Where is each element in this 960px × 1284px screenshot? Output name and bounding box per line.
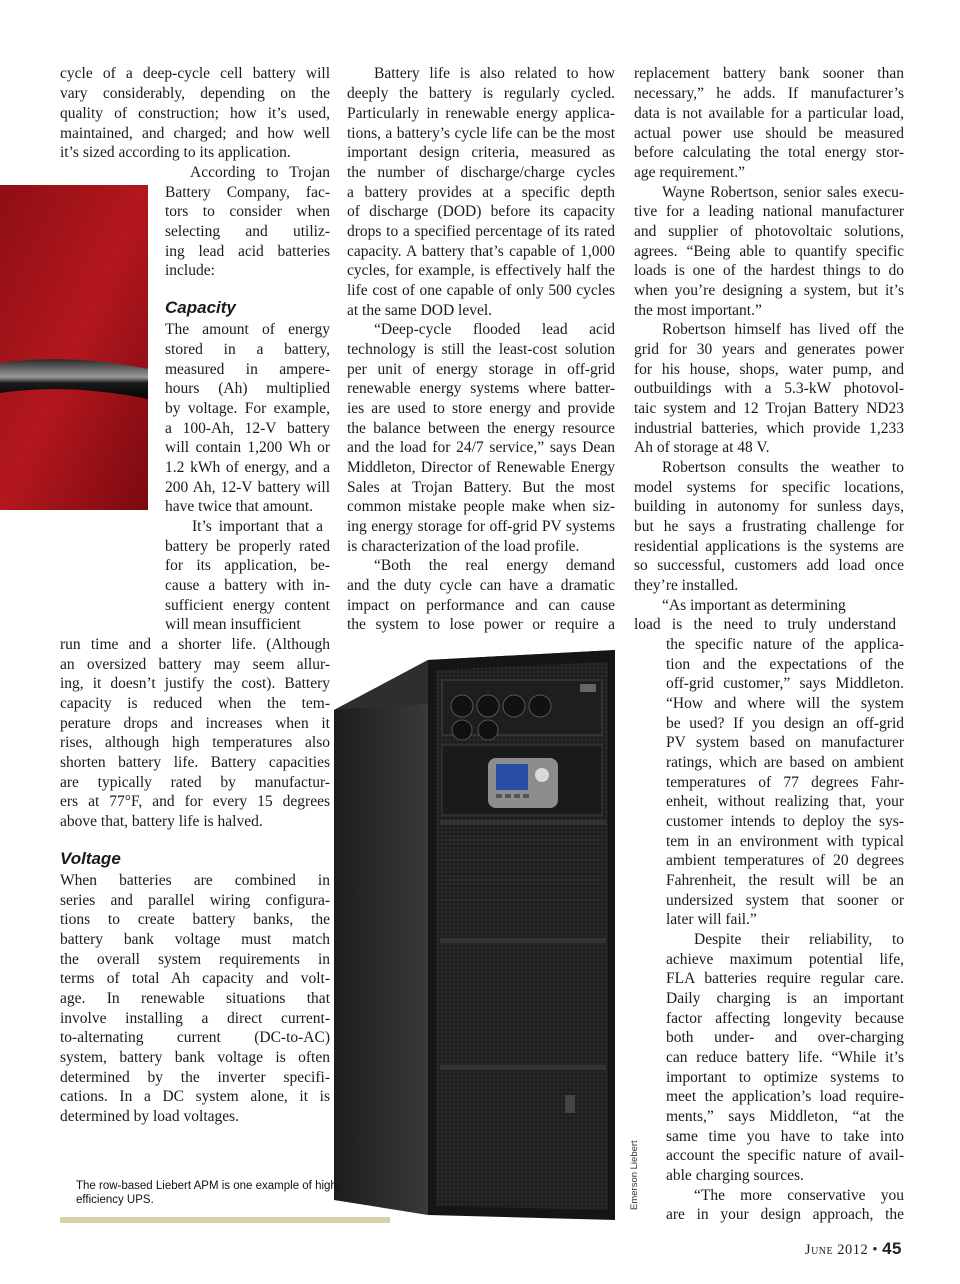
body-line: ies are used to store energy and provide xyxy=(347,400,615,417)
body-line: battery be properly rated xyxy=(165,538,330,555)
body-line: and supplier of photovoltaic solutions, xyxy=(634,223,904,240)
section-heading-capacity: Capacity xyxy=(165,298,236,317)
body-line: selecting and utiliz- xyxy=(165,223,330,240)
body-line: life cost of one capable of only 500 cycles xyxy=(347,282,615,299)
body-line: PV system based on manufacturer xyxy=(666,734,904,751)
body-line: hours (Ah) multiplied xyxy=(165,380,330,397)
body-line: the number of discharge/charge cycles xyxy=(347,164,615,181)
body-line: account the specific nature of avail- xyxy=(666,1147,904,1164)
body-line: data is not available for a particular load, xyxy=(634,105,904,122)
body-line: capacity. A battery that’s capable of 1,000 xyxy=(347,243,615,260)
body-line: the system to lose power or require a xyxy=(347,616,615,633)
body-line: the specific nature of the applica- xyxy=(666,636,904,653)
body-line: to-alternating current (DC-to-AC) xyxy=(60,1029,330,1046)
body-line: later will fail.” xyxy=(666,911,757,928)
body-line: cycle of a deep-cycle cell battery will xyxy=(60,65,330,82)
body-line: both under- and over-charging xyxy=(666,1029,904,1046)
body-line: It’s important that a xyxy=(192,518,323,535)
body-line: for his house, shops, water pump, and xyxy=(634,361,904,378)
body-line: above that, battery life is halved. xyxy=(60,813,263,830)
body-line: ing energy storage for off-grid PV systems xyxy=(347,518,615,535)
body-line: “Deep-cycle flooded lead acid xyxy=(374,321,615,338)
body-line: renewable energy systems where batter- xyxy=(347,380,615,397)
body-line: Ah of storage at 48 V. xyxy=(634,439,770,456)
body-line: cycles, for example, is effectively half the xyxy=(347,262,615,279)
body-line: system, battery bank voltage is often xyxy=(60,1049,330,1066)
body-line: but he says a frustrating challenge for xyxy=(634,518,904,535)
body-line: replacement battery bank sooner than xyxy=(634,65,904,82)
folio-separator: • xyxy=(872,1242,878,1258)
body-line: shorten battery life. Battery capacities xyxy=(60,754,330,771)
red-cable-photo xyxy=(0,185,148,510)
body-line: tion and the expectations of the xyxy=(666,656,904,673)
body-line: a 100-Ah, 12-V battery xyxy=(165,420,330,437)
page-folio xyxy=(805,1239,902,1259)
body-line: ratings, which are based on ambient xyxy=(666,754,904,771)
body-line: actual power use should be measured xyxy=(634,125,904,142)
body-line: undersized system that sooner or xyxy=(666,892,904,909)
photo-caption: The row-based Liebert APM is one example of high-efficiency UPS. xyxy=(76,1180,341,1206)
body-line: sufficient energy content xyxy=(165,597,330,614)
body-line: building in autonomy for sunless days, xyxy=(634,498,904,515)
body-line: determined by load voltages. xyxy=(60,1108,240,1125)
body-line: Sales at Trojan Battery. But the most xyxy=(347,479,615,496)
body-line: Robertson consults the weather to xyxy=(662,459,904,476)
body-line: load is the need to truly understand xyxy=(634,616,896,633)
body-line: outbuildings with a 5.3-kW photovol- xyxy=(634,380,904,397)
body-line: industrial batteries, which provide 1,233 xyxy=(634,420,904,437)
body-line: vary considerably, depending on the xyxy=(60,85,330,102)
body-line: be used? If you design an off-grid xyxy=(666,715,904,732)
body-line: “The more conservative you xyxy=(694,1187,904,1204)
body-line: it’s sized according to its application. xyxy=(60,144,291,161)
body-line: an oversized battery may seem allur- xyxy=(60,656,330,673)
body-line: age requirement.” xyxy=(634,164,746,181)
body-line: FLA batteries require regular care. xyxy=(666,970,904,987)
body-line: common mistake people make when siz- xyxy=(347,498,615,515)
body-line: Middleton, Director of Renewable Energy xyxy=(347,459,615,476)
body-line: perature drops and increases when it xyxy=(60,715,330,732)
folio-month: June 2012 xyxy=(804,1242,869,1258)
body-line: taic system and 12 Trojan Battery ND23 xyxy=(634,400,904,417)
body-line: capacity is reduced when the tem- xyxy=(60,695,330,712)
body-line: the most important.” xyxy=(634,302,762,319)
body-line: Robertson himself has lived off the xyxy=(662,321,904,338)
body-line: Battery Company, fac- xyxy=(165,184,330,201)
body-line: important design criteria, measured as xyxy=(347,144,615,161)
body-line: enheit, without realizing that, your xyxy=(666,793,904,810)
body-line: maintained, and charged; and how well xyxy=(60,125,330,142)
photo-credit: Emerson Liebert xyxy=(629,1140,640,1210)
body-line: same time you have to take into xyxy=(666,1128,904,1145)
page-number: 45 xyxy=(882,1239,902,1258)
body-line: “How and where will the system xyxy=(666,695,904,712)
body-line: able charging sources. xyxy=(666,1167,804,1184)
body-line: measured in ampere- xyxy=(165,361,330,378)
body-line: of discharge (DOD) before its capacity xyxy=(347,203,615,220)
body-line: deeply the battery is regularly cycled. xyxy=(347,85,615,102)
body-line: tem in an environment with typical xyxy=(666,833,904,850)
body-line: per unit of energy storage in off-grid xyxy=(347,361,615,378)
body-line: and the duty cycle can have a dramatic xyxy=(347,577,615,594)
body-line: Wayne Robertson, senior sales execu- xyxy=(662,184,904,201)
body-line: a battery provides at a specific depth xyxy=(347,184,615,201)
body-line: 200 Ah, 12-V battery will xyxy=(165,479,330,496)
body-line: According to Trojan xyxy=(190,164,330,181)
body-line: agrees. “Being able to quantify specific xyxy=(634,243,904,260)
body-line: temperatures of 77 degrees Fahr- xyxy=(666,774,904,791)
body-line: Fahrenheit, the result will be an xyxy=(666,872,904,889)
body-line: meet the application’s load require- xyxy=(666,1088,904,1105)
body-line: achieve maximum potential life, xyxy=(666,951,904,968)
body-line: tions, a battery’s cycle life can be the most xyxy=(347,125,615,142)
body-line: can reduce battery life. “While it’s xyxy=(666,1049,904,1066)
body-line: rises, although high temperatures also xyxy=(60,734,330,751)
body-line: stored in a battery, xyxy=(165,341,330,358)
body-line: ments,” says Middleton, “at the xyxy=(666,1108,904,1125)
body-line: tive for a leading national manufacturer xyxy=(634,203,904,220)
body-line: battery bank voltage must match xyxy=(60,931,330,948)
body-line: quality of construction; how it’s used, xyxy=(60,105,330,122)
body-line: technology is still the least-cost solution xyxy=(347,341,615,358)
body-line: tors to consider when xyxy=(165,203,330,220)
body-line: residential applications is the systems are xyxy=(634,538,904,555)
body-line: grid for 30 years and generates power xyxy=(634,341,904,358)
body-line: terms of total Ah capacity and volt- xyxy=(60,970,330,987)
body-line: ers at 77°F, and for every 15 degrees xyxy=(60,793,330,810)
body-line: at the same DOD level. xyxy=(347,302,493,319)
body-line: by voltage. For example, xyxy=(165,400,330,417)
body-line: customer intends to deploy the sys- xyxy=(666,813,904,830)
body-line: ing lead acid batteries xyxy=(165,243,330,260)
body-line: they’re installed. xyxy=(634,577,739,594)
body-line: ambient temperatures of 20 degrees xyxy=(666,852,904,869)
ups-cabinet-photo xyxy=(330,640,630,1220)
caption-rule xyxy=(60,1217,390,1223)
body-line: series and parallel wiring configura- xyxy=(60,892,330,909)
body-line: drops to a specified percentage of its rated xyxy=(347,223,615,240)
body-line: loads is one of the hardest things to do xyxy=(634,262,904,279)
body-line: are in your design approach, the xyxy=(666,1206,904,1223)
body-line: impact on performance and can cause xyxy=(347,597,615,614)
body-line: cations. In a DC system alone, it is xyxy=(60,1088,330,1105)
body-line: the overall system requirements in xyxy=(60,951,330,968)
body-line: off-grid customer,” says Middleton. xyxy=(666,675,904,692)
body-line: Despite their reliability, to xyxy=(694,931,904,948)
body-line: tions to create battery banks, the xyxy=(60,911,330,928)
body-line: when you’re designing a system, but it’s xyxy=(634,282,904,299)
body-line: When batteries are combined in xyxy=(60,872,330,889)
body-line: is characterization of the load profile. xyxy=(347,538,580,555)
body-line: determined by the inverter specifi- xyxy=(60,1069,330,1086)
body-line: The amount of energy xyxy=(165,321,330,338)
body-line: “Both the real energy demand xyxy=(374,557,615,574)
body-line: so successful, customers add load once xyxy=(634,557,904,574)
body-line: model systems for specific locations, xyxy=(634,479,904,496)
body-line: necessary,” he adds. If manufacturer’s xyxy=(634,85,904,102)
body-line: Particularly in renewable energy applica- xyxy=(347,105,615,122)
body-line: are typically rated by manufactur- xyxy=(60,774,330,791)
body-line: run time and a shorter life. (Although xyxy=(60,636,330,653)
body-line: Daily charging is an important xyxy=(666,990,904,1007)
body-line: the balance between the energy resource xyxy=(347,420,615,437)
body-line: “As important as determining xyxy=(662,597,846,614)
section-heading-voltage: Voltage xyxy=(60,849,121,868)
body-line: factor affecting longevity because xyxy=(666,1010,904,1027)
body-line: have twice that amount. xyxy=(165,498,314,515)
body-line: 1.2 kWh of energy, and a xyxy=(165,459,330,476)
body-line: and the load for 24/7 service,” says Dean xyxy=(347,439,615,456)
body-line: ing, it doesn’t justify the cost). Battery xyxy=(60,675,330,692)
body-line: Battery life is also related to how xyxy=(374,65,615,82)
body-line: will mean insufficient xyxy=(165,616,301,633)
body-line: involve installing a direct current- xyxy=(60,1010,330,1027)
body-line: for its application, be- xyxy=(165,557,330,574)
body-line: cause a battery with in- xyxy=(165,577,330,594)
body-line: before calculating the total energy stor- xyxy=(634,144,904,161)
body-line: will contain 1,200 Wh or xyxy=(165,439,330,456)
body-line: important to optimize systems to xyxy=(666,1069,904,1086)
body-line: include: xyxy=(165,262,215,279)
body-line: age. In renewable situations that xyxy=(60,990,330,1007)
